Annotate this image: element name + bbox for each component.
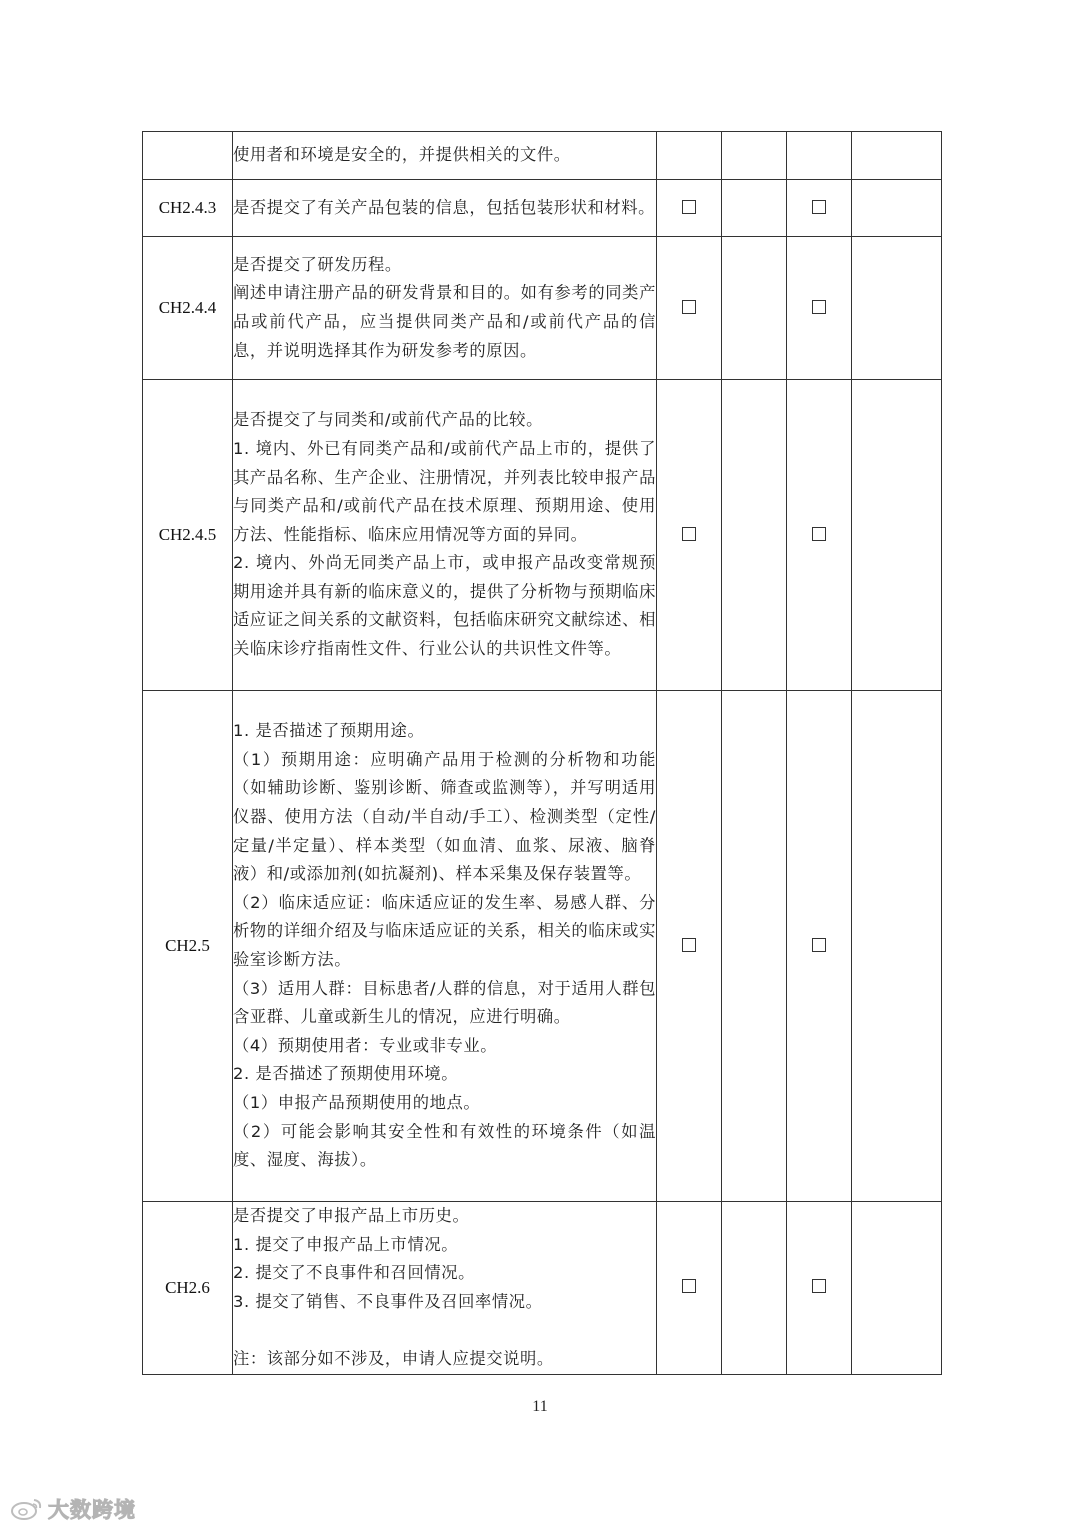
description-line: （2）临床适应证：临床适应证的发生率、易感人群、分析物的详细介绍及与临床适应证的关系，相关的临床或实验室诊断方法。 [233,892,656,969]
description-line: 1. 境内、外已有同类产品和/或前代产品上市的，提供了其产品名称、生产企业、注册情况，并列表比较申报产品与同类产品和/或前代产品在技术原理、预期用途、使用方法、性能指标、临床应用情况等方面的异同。 [233,438,656,544]
remarks-cell [852,691,942,1202]
description-line: 阐述申请注册产品的研发背景和目的。如有参考的同类产品或前代产品，应当提供同类产品和/或前代产品的信息，并说明选择其作为研发参考的原因。 [233,283,656,360]
description-line: 2. 提交了不良事件和召回情况。 [233,1263,475,1283]
no-checkbox[interactable] [812,200,826,214]
column-cell [722,132,787,180]
column-cell [722,180,787,237]
no-cell [787,180,852,237]
watermark-text: 大数跨境 [48,1498,136,1522]
description-line: （4）预期使用者：专业或非专业。 [233,1035,498,1055]
description-line: （2）可能会影响其安全性和有效性的环境条件（如温度、湿度、海拔）。 [233,1121,656,1170]
yes-checkbox[interactable] [682,527,696,541]
watermark [10,1494,136,1524]
description-line: 1. 是否描述了预期用途。 [233,721,425,741]
table-row [143,180,942,237]
no-cell [787,691,852,1202]
description-line: （1）申报产品预期使用的地点。 [233,1092,481,1112]
column-cell [787,132,852,180]
item-code: CH2.4.3 [143,180,233,237]
no-cell [787,380,852,691]
description-line: 是否提交了与同类和/或前代产品的比较。 [233,410,543,430]
column-cell [722,237,787,380]
weibo-logo-icon [10,1496,44,1522]
no-cell [787,1202,852,1375]
column-cell [722,1202,787,1375]
item-description [233,237,657,380]
description-line: 2. 是否描述了预期使用环境。 [233,1064,459,1084]
item-description [233,691,657,1202]
description-line: 是否提交了申报产品上市历史。 [233,1206,470,1225]
table-row [143,691,942,1202]
table-row [143,132,942,180]
remarks-cell [852,180,942,237]
yes-checkbox[interactable] [682,200,696,214]
description-line: 3. 提交了销售、不良事件及召回率情况。 [233,1291,543,1311]
item-code [143,132,233,180]
column-cell [852,132,942,180]
description-blank-line [233,1316,656,1345]
description-line: 2. 境内、外尚无同类产品上市，或申报产品改变常规预期用途并具有新的临床意义的，提供了分析物与预期临床适应证之间关系的文献资料，包括临床研究文献综述、相关临床诊疗指南性文件、行业公认的共识性文件等。 [233,553,656,659]
description-line: 1. 提交了申报产品上市情况。 [233,1234,459,1254]
table-row [143,237,942,380]
yes-checkbox[interactable] [682,300,696,314]
description-line: 是否提交了研发历程。 [233,254,402,274]
no-checkbox[interactable] [812,1279,826,1293]
description-line: 是否提交了有关产品包装的信息，包括包装形状和材料。 [233,197,656,217]
yes-cell [657,691,722,1202]
column-cell [722,380,787,691]
checklist-table [142,131,942,1375]
remarks-cell [852,380,942,691]
table-row [143,380,942,691]
item-description [233,180,657,237]
description-line: （1）预期用途：应明确产品用于检测的分析物和功能（如辅助诊断、鉴别诊断、筛查或监测等），并写明适用仪器、使用方法（自动/半自动/手工）、检测类型（定性/定量/半定量）、样本类型（如血清、血浆、尿液、脑脊液）和/或添加剂(如抗凝剂)、样本采集及保存装置等。 [233,749,656,884]
no-checkbox[interactable] [812,300,826,314]
item-code: CH2.4.4 [143,237,233,380]
description-line: （3）适用人群：目标患者/人群的信息，对于适用人群包含亚群、儿童或新生儿的情况，应进行明确。 [233,978,656,1027]
remarks-cell [852,237,942,380]
yes-checkbox[interactable] [682,938,696,952]
yes-cell [657,237,722,380]
item-description [233,380,657,691]
no-checkbox[interactable] [812,938,826,952]
yes-cell [657,380,722,691]
no-checkbox[interactable] [812,527,826,541]
item-code: CH2.6 [143,1202,233,1375]
item-description [233,132,657,180]
description-line: 使用者和环境是安全的，并提供相关的文件。 [233,145,571,165]
no-cell [787,237,852,380]
column-cell [657,132,722,180]
column-cell [722,691,787,1202]
item-code: CH2.5 [143,691,233,1202]
item-description [233,1202,657,1375]
yes-checkbox[interactable] [682,1279,696,1293]
yes-cell [657,1202,722,1375]
description-note: 注：该部分如不涉及，申请人应提交说明。 [233,1348,554,1368]
yes-cell [657,180,722,237]
item-code: CH2.4.5 [143,380,233,691]
remarks-cell [852,1202,942,1375]
page-number: 11 [532,1398,548,1415]
table-row [143,1202,942,1375]
